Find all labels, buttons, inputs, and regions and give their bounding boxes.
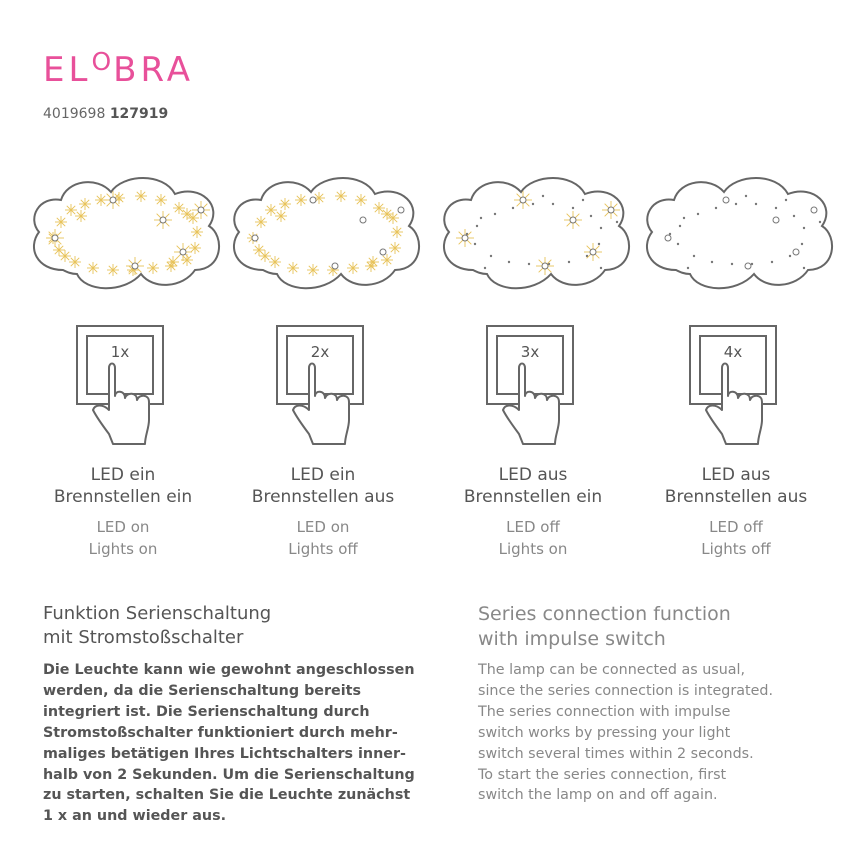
article-code: 127919 xyxy=(109,106,169,122)
body-line: The lamp can be connected as usual, xyxy=(478,662,746,678)
cloud-lamp-icon xyxy=(636,170,836,292)
de-line: Brennstellen aus xyxy=(251,487,395,507)
mode-column xyxy=(631,170,841,560)
mode-label-en xyxy=(631,516,841,560)
light-switch-hand-icon xyxy=(483,324,583,446)
en-line: LED on xyxy=(296,518,350,536)
de-line: LED aus xyxy=(498,465,568,485)
article-number xyxy=(43,106,168,122)
press-count: 1x xyxy=(110,343,130,361)
de-line: LED ein xyxy=(90,465,156,485)
de-line: LED aus xyxy=(701,465,771,485)
english-heading: Series connection function with impulse switch xyxy=(478,603,731,650)
elobra-logo: $EL^OBRA$ xyxy=(43,47,194,90)
cloud-lamp-icon xyxy=(23,170,223,292)
mode-column xyxy=(428,170,638,560)
en-line: LED on xyxy=(96,518,150,536)
mode-label-de xyxy=(18,464,228,508)
press-count: 4x xyxy=(723,343,743,361)
body-line: 1 x an und wieder aus. xyxy=(43,808,227,825)
de-line: Brennstellen ein xyxy=(53,487,193,507)
body-line: maliges betätigen Ihres Lichtschalters inner- xyxy=(43,745,406,762)
en-line: Lights off xyxy=(701,540,771,558)
body-line: since the series connection is integrated. xyxy=(478,682,774,699)
body-line: To start the series connection, first xyxy=(478,766,727,783)
en-line: LED off xyxy=(709,518,763,536)
body-line: Die Leuchte kann wie gewohnt angeschlossen xyxy=(43,662,415,678)
en-line: LED off xyxy=(506,518,560,536)
en-line: Lights off xyxy=(288,540,358,558)
body-line: Stromstoßschalter funktioniert durch mehr- xyxy=(43,724,398,741)
body-line: switch works by pressing your light xyxy=(478,724,731,741)
light-switch-hand-icon xyxy=(686,324,786,446)
german-heading: Funktion Serienschaltung mit Stromstoßschalter xyxy=(43,603,272,648)
mode-label-en xyxy=(18,516,228,560)
body-line: werden, da die Serienschaltung bereits xyxy=(43,682,361,699)
body-line: The series connection with impulse xyxy=(478,703,731,720)
cloud-lamp-icon xyxy=(433,170,633,292)
mode-column xyxy=(18,170,228,560)
en-line: Lights on xyxy=(498,540,568,558)
mode-label-en xyxy=(218,516,428,560)
mode-label-de xyxy=(428,464,638,508)
german-body xyxy=(43,660,443,827)
cloud-lamp-icon xyxy=(223,170,423,292)
body-line: switch the lamp on and off again. xyxy=(478,787,718,804)
mode-label-de xyxy=(218,464,428,508)
press-count: 2x xyxy=(310,343,330,361)
body-line: switch several times within 2 seconds. xyxy=(478,745,754,762)
body-line: halb von 2 Sekunden. Um die Serienschaltung xyxy=(43,766,415,783)
english-body xyxy=(478,660,848,806)
light-switch-hand-icon xyxy=(73,324,173,446)
light-switch-hand-icon xyxy=(273,324,373,446)
body-line: integriert ist. Die Serienschaltung durch xyxy=(43,703,370,720)
article-prefix: 4019698 xyxy=(43,106,106,122)
de-line: LED ein xyxy=(290,465,356,485)
mode-column xyxy=(218,170,428,560)
en-line: Lights on xyxy=(88,540,158,558)
de-line: Brennstellen ein xyxy=(463,487,603,507)
mode-label-de xyxy=(631,464,841,508)
body-line: zu starten, schalten Sie die Leuchte zunächst xyxy=(43,787,411,804)
de-line: Brennstellen aus xyxy=(664,487,808,507)
mode-label-en xyxy=(428,516,638,560)
press-count: 3x xyxy=(520,343,540,361)
